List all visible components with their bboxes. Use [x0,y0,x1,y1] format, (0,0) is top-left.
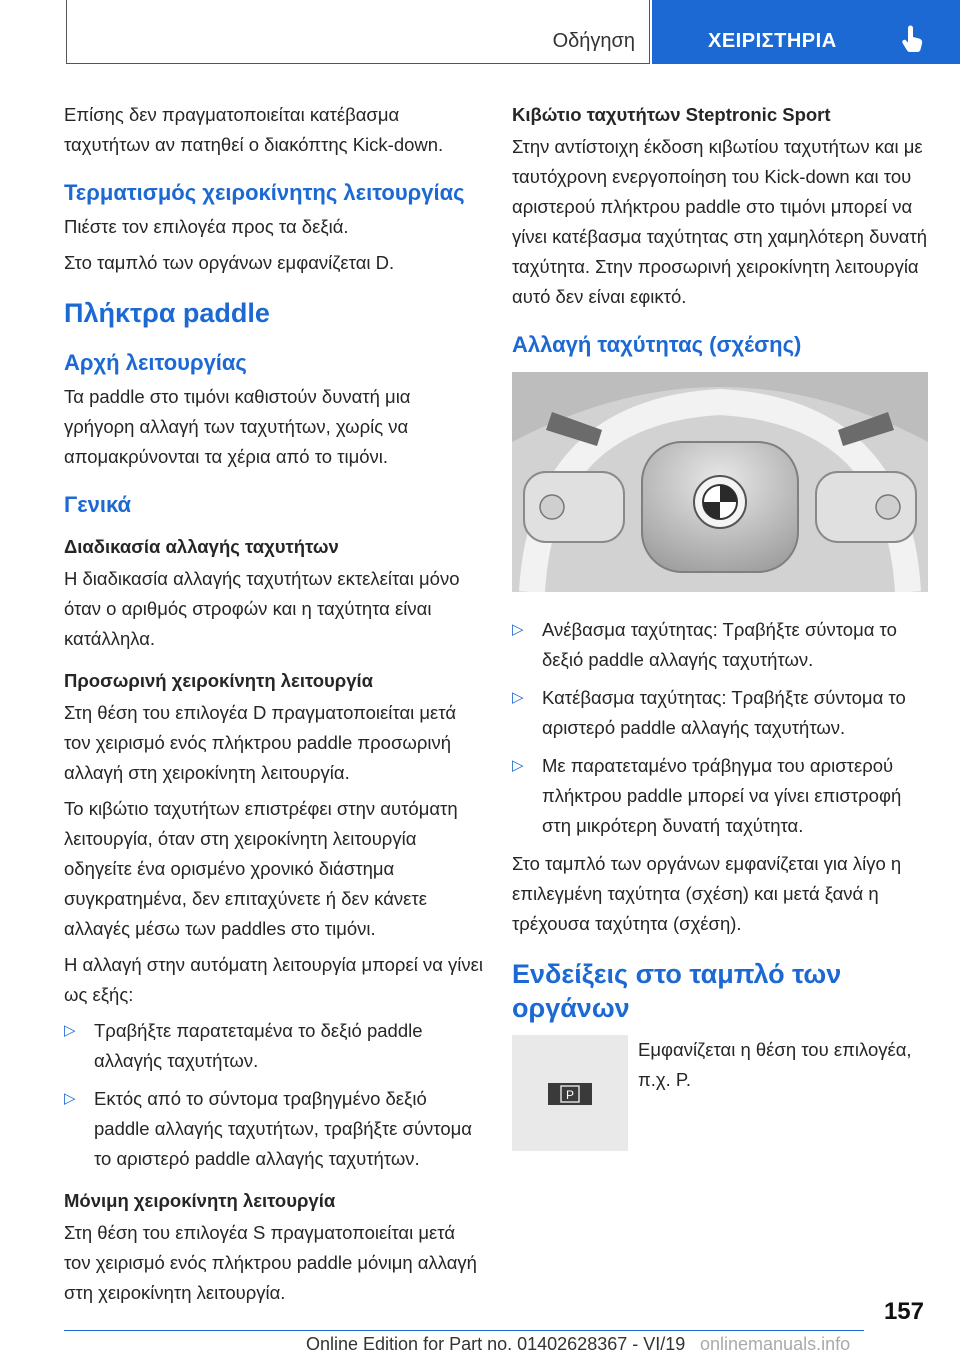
cluster-text: Εμφανίζεται η θέση του επιλογέα, π.χ. P. [638,1039,912,1090]
list-item-text: Ανέβασμα ταχύτητας: Τραβήξτε σύντομα το δεξιό paddle αλλαγής ταχυτήτων. [542,619,897,670]
list-item-text: Με παρατεταμένο τράβηγμα του αριστερού πλήκτρου paddle μπορεί να γίνει επιστροφή στη μικρότερη δυνατή ταχύτητα. [542,755,902,836]
end-manual-result: Στο ταμπλό των οργάνων εμφανίζεται D. [64,252,395,273]
procedure-heading: Διαδικασία αλλαγής ταχυτήτων [64,536,339,557]
triangle-right-icon: ▷ [64,1022,76,1039]
selector-indicator-icon [512,1035,628,1151]
perm-manual-text: Στη θέση του επιλογέα S πραγματοποιείται μετά τον χειρισμό ενός πλήκτρου paddle μόνιμη αλλαγή στη χειροκίνητη λειτουργία. [64,1222,477,1303]
principle-text: Τα paddle στο τιμόνι καθιστούν δυνατή μια γρήγορη αλλαγή των ταχυτήτων, χωρίς να απομακρύνονται τα χέρια από το τιμόνι. [64,386,411,467]
list-item [512,683,932,743]
triangle-right-icon: ▷ [512,621,524,638]
hand-pointer-icon [898,24,928,54]
general-heading: Γενικά [64,492,132,517]
sport-text: Στην αντίστοιχη έκδοση κιβωτίου ταχυτήτων και με ταυτόχρονη ενεργοποίηση του Kick-down και του αριστερού πλήκτρου paddle στο τιμόνι μπορεί να γίνει κατέβασμα ταχύτητας στη χαμηλότερη δυνατή ταχύτητα. Στην προσωρινή χειροκίνητη λειτουργία αυτό δεν είναι εφικτό. [512,136,928,307]
header-chapter-box [652,0,960,64]
header-section-box [66,0,650,64]
temp-manual-text-3: Η αλλαγή στην αυτόματη λειτουργία μπορεί να γίνει ως εξής: [64,954,483,1005]
cluster-heading: Ενδείξεις στο ταμπλό των οργάνων [512,959,842,1023]
list-item-text: Εκτός από το σύντομα τραβηγμένο δεξιό paddle αλλαγής ταχυτήτων, τραβήξτε σύντομα το αριστερό paddle αλλαγής ταχυτήτων. [94,1088,472,1169]
header-section-title: Οδήγηση [552,30,635,52]
sport-heading: Κιβώτιο ταχυτήτων Steptronic Sport [512,104,831,125]
temp-manual-heading: Προσωρινή χειροκίνητη λειτουργία [64,670,374,691]
cluster-row [512,1035,932,1153]
procedure-text: Η διαδικασία αλλαγής ταχυτήτων εκτελείται μόνο όταν ο αριθμός στροφών και η ταχύτητα είναι κατάλληλα. [64,568,460,649]
triangle-right-icon: ▷ [64,1090,76,1107]
footer-divider [64,1330,864,1331]
cluster-display-image [512,1035,628,1151]
end-manual-step: Πιέστε τον επιλογέα προς τα δεξιά. [64,216,349,237]
list-item [512,615,932,675]
gear-change-heading: Αλλαγή ταχύτητας (σχέσης) [512,332,802,357]
footer-watermark: onlinemanuals.info [700,1334,851,1354]
list-item [512,751,932,841]
triangle-right-icon: ▷ [512,689,524,706]
triangle-right-icon: ▷ [512,757,524,774]
principle-heading: Αρχή λειτουργίας [64,350,247,375]
page-header [66,0,960,64]
left-column [64,100,484,1314]
kickdown-note: Επίσης δεν πραγματοποιείται κατέβασμα ταχυτήτων αν πατηθεί ο διακόπτης Kick-down. [64,104,444,155]
list-item [64,1084,484,1174]
paddle-heading: Πλήκτρα paddle [64,298,270,328]
display-note: Στο ταμπλό των οργάνων εμφανίζεται για λίγο η επιλεγμένη ταχύτητα (σχέση) και μετά ξανά η τρέχουσα ταχύτητα (σχέση). [512,853,902,934]
perm-manual-heading: Μόνιμη χειροκίνητη λειτουργία [64,1190,336,1211]
end-manual-heading: Τερματισμός χειροκίνητης λειτουργίας [64,180,465,205]
list-item [64,1016,484,1076]
steering-wheel-image [512,372,928,592]
list-item-text: Κατέβασμα ταχύτητας: Τραβήξτε σύντομα το αριστερό paddle αλλαγής ταχυτήτων. [542,687,906,738]
page-number: 157 [883,1298,924,1325]
footer-edition: Online Edition for Part no. 01402628367 - VI/19 [306,1334,686,1354]
selector-letter: P [565,1088,575,1102]
header-chapter-title: ΧΕΙΡΙΣΤΗΡΙΑ [708,30,837,52]
temp-manual-text-1: Στη θέση του επιλογέα D πραγματοποιείται μετά τον χειρισμό ενός πλήκτρου paddle προσωρινή αλλαγή στη χειροκίνητη λειτουργία. [64,702,457,783]
list-item-text: Τραβήξτε παρατεταμένα το δεξιό paddle αλλαγής ταχυτήτων. [94,1020,423,1071]
right-column [512,100,932,1153]
temp-manual-text-2: Το κιβώτιο ταχυτήτων επιστρέφει στην αυτόματη λειτουργία, όταν στη χειροκίνητη λειτουργία οδηγείτε ένα ορισμένο χρονικό διάστημα συγκρατημένα, δεν επιταχύνετε ή δεν κάνετε αλλαγές μέσω των paddles στο τιμόνι. [64,798,458,939]
